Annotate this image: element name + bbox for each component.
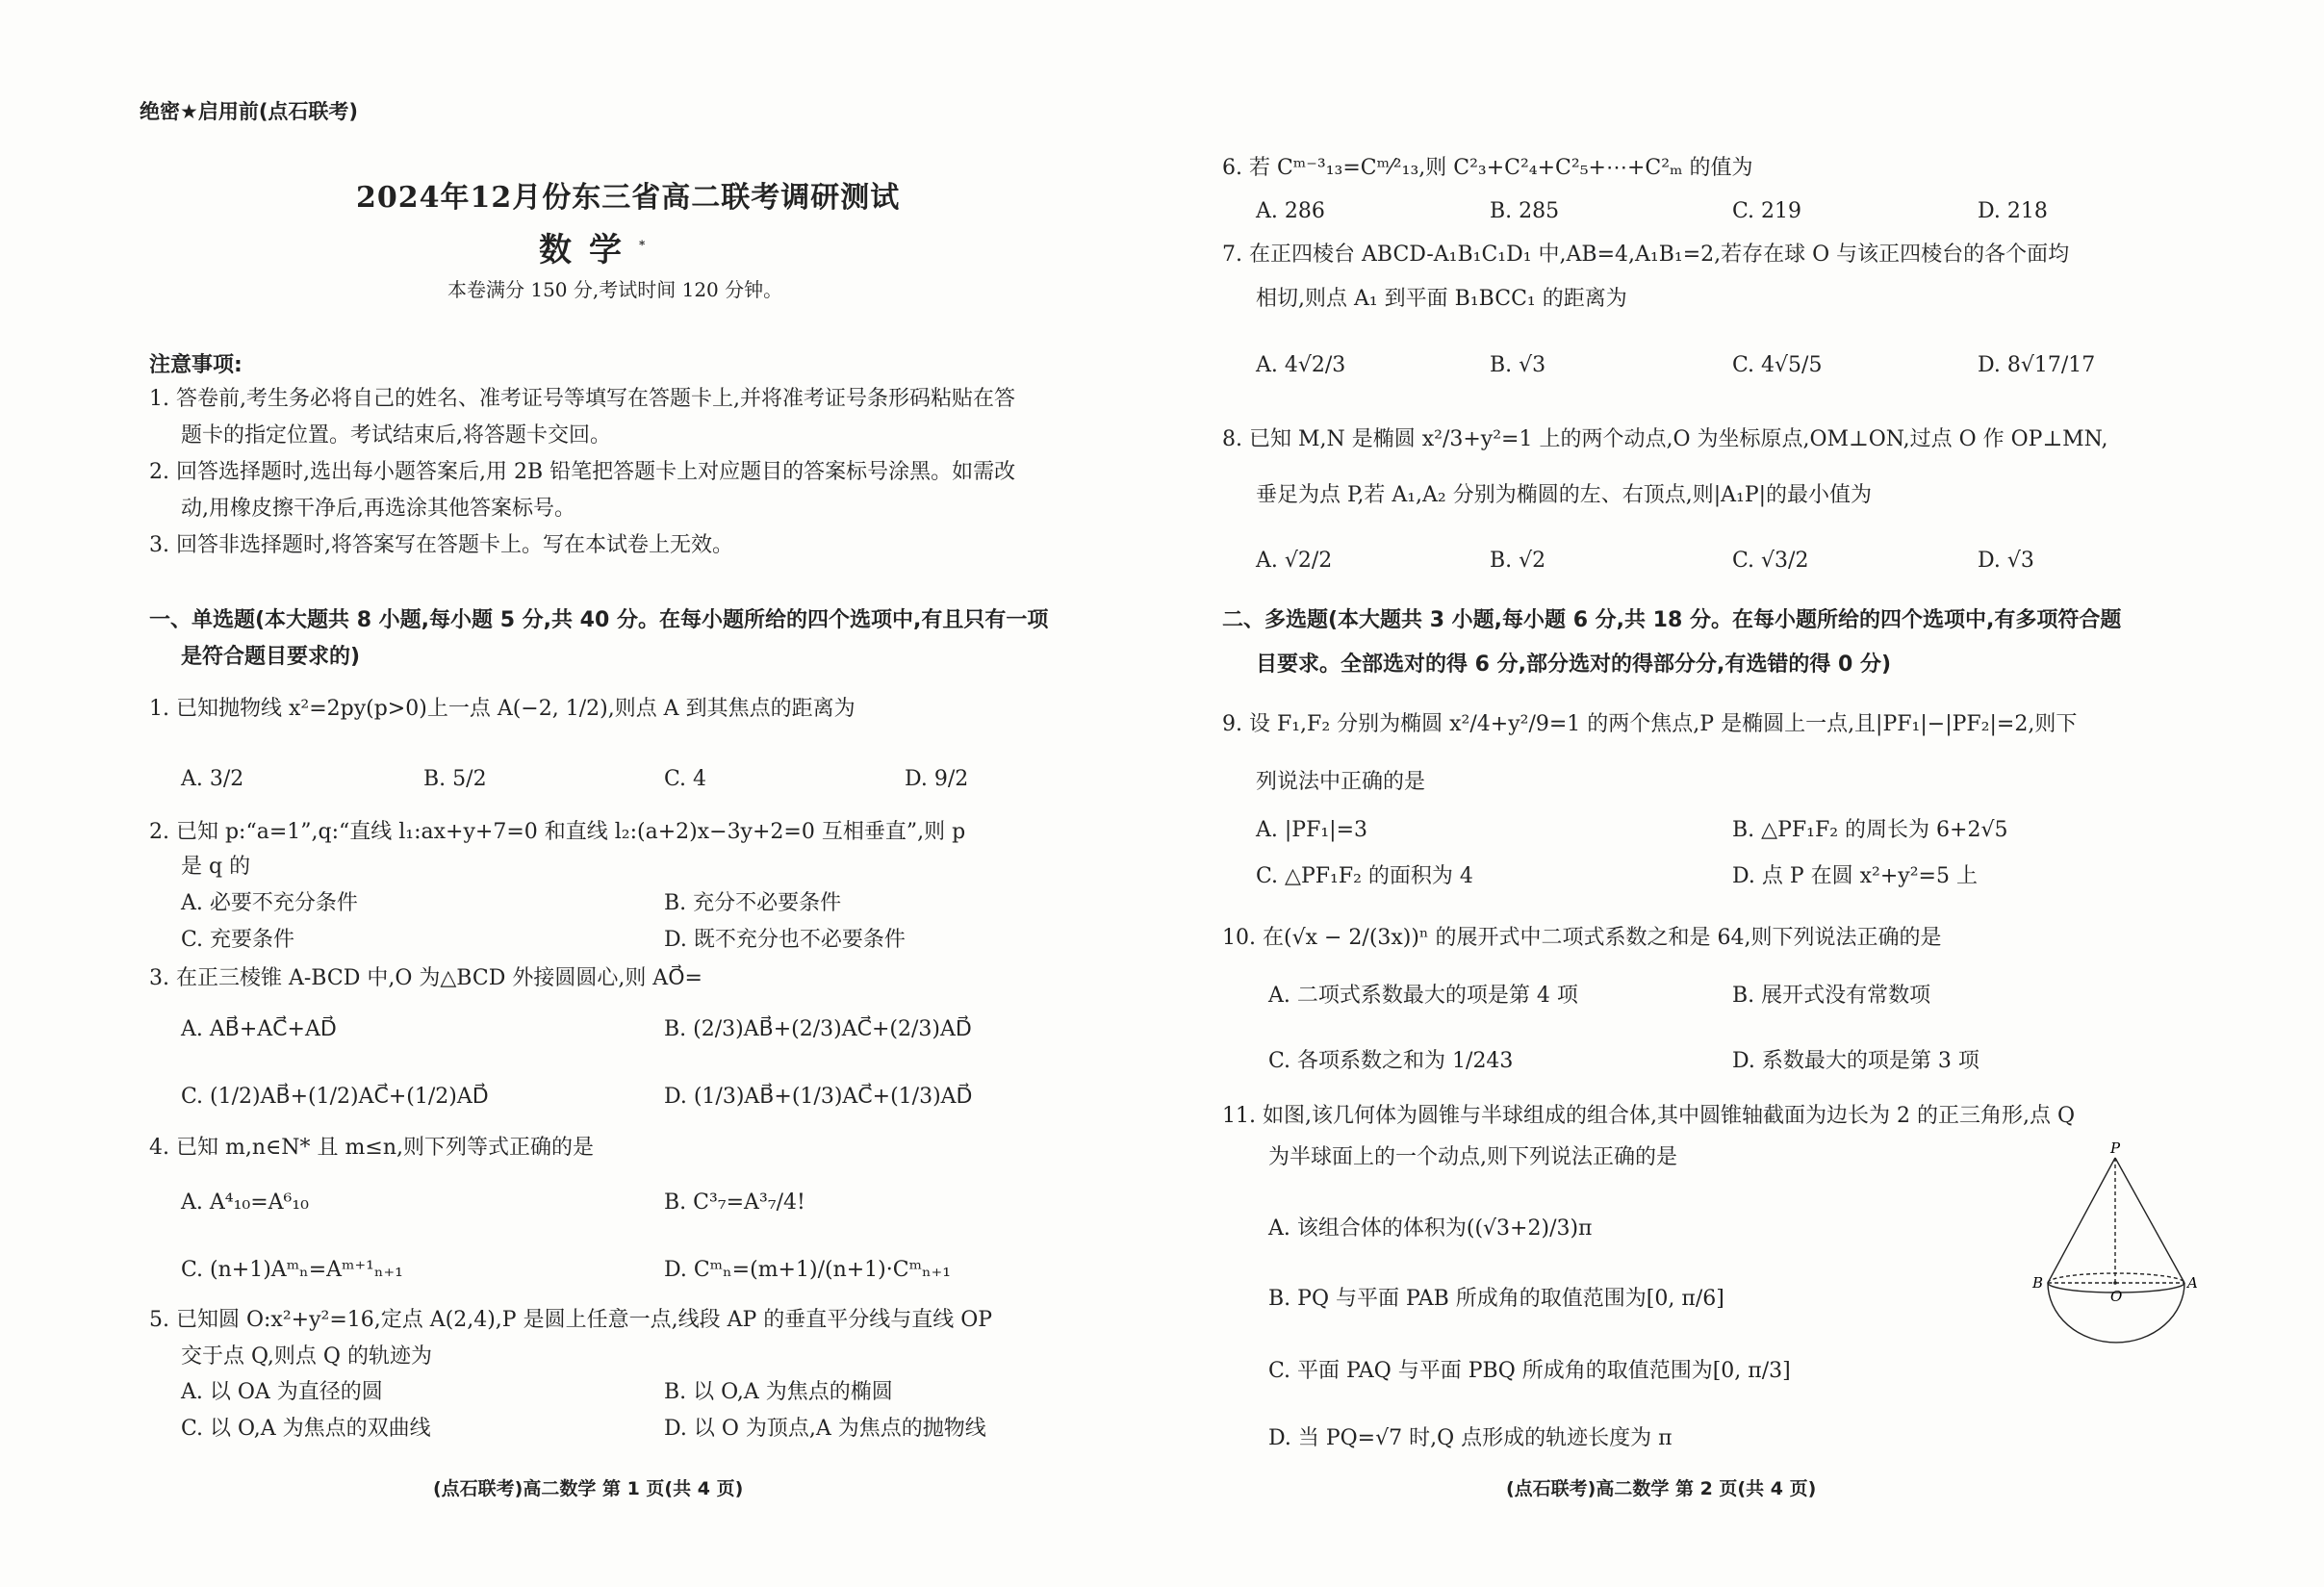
q2-stem-line-2: 是 q 的 — [181, 855, 251, 879]
q8-option-c: C. √3/2 — [1732, 549, 1809, 573]
secret-label: 绝密★启用前(点石联考) — [140, 100, 359, 123]
label-o: O — [2110, 1288, 2123, 1305]
q3-option-a: A. AB⃗+AC⃗+AD⃗ — [181, 1017, 337, 1041]
notice-item-2-line-2: 动,用橡皮擦干净后,再选涂其他答案标号。 — [181, 497, 575, 521]
q11-option-a: A. 该组合体的体积为((√3+2)/3)π — [1268, 1216, 1593, 1241]
q5-option-b: B. 以 O,A 为焦点的椭圆 — [664, 1380, 893, 1404]
q2-option-c: C. 充要条件 — [181, 928, 295, 952]
q2-option-b: B. 充分不必要条件 — [664, 891, 842, 915]
footer-right: (点石联考)高二数学 第 2 页(共 4 页) — [1506, 1478, 1817, 1499]
notice-item-2-line-1: 2. 回答选择题时,选出每小题答案后,用 2B 铅笔把答题卡上对应题目的答案标号涂黑。如需改 — [149, 460, 1016, 484]
q6-stem: 6. 若 Cᵐ⁻³₁₃=Cᵐ⁄²₁₃,则 C²₃+C²₄+C²₅+⋯+C²ₘ 的值为 — [1222, 156, 1753, 180]
q10-stem: 10. 在(√x − 2/(3x))ⁿ 的展开式中二项式系数之和是 64,则下列说法正确的是 — [1222, 926, 1942, 950]
notice-item-3-line-1: 3. 回答非选择题时,将答案写在答题卡上。写在本试卷上无效。 — [149, 533, 733, 557]
subject-title — [539, 223, 645, 270]
q6-option-b: B. 285 — [1490, 199, 1560, 223]
q5-option-a: A. 以 OA 为直径的圆 — [181, 1380, 383, 1404]
notice-item-1-line-1: 1. 答卷前,考生务必将自己的姓名、准考证号等填写在答题卡上,并将准考证号条形码粘贴在答 — [149, 387, 1015, 411]
cone-edge-right — [2115, 1158, 2184, 1283]
q4-option-b: B. C³₇=A³₇/4! — [664, 1190, 805, 1215]
q6-option-a: A. 286 — [1256, 199, 1325, 223]
q10-option-b: B. 展开式没有常数项 — [1732, 984, 1931, 1008]
q5-stem-line-2: 交于点 Q,则点 Q 的轨迹为 — [181, 1344, 432, 1369]
q8-option-a: A. √2/2 — [1256, 549, 1333, 573]
q2-option-d: D. 既不充分也不必要条件 — [664, 928, 906, 952]
q7-stem-line-1: 7. 在正四棱台 ABCD-A₁B₁C₁D₁ 中,AB=4,A₁B₁=2,若存在球 O 与该正四棱台的各个面均 — [1222, 243, 2070, 267]
q5-stem-line-1: 5. 已知圆 O:x²+y²=16,定点 A(2,4),P 是圆上任意一点,线段 AP 的垂直平分线与直线 OP — [149, 1308, 993, 1332]
score-line: 本卷满分 150 分,考试时间 120 分钟。 — [447, 278, 783, 301]
q7-option-c: C. 4√5/5 — [1732, 353, 1823, 377]
exam-title: 2024年12月份东三省高二联考调研测试 — [356, 181, 901, 215]
q7-option-b: B. √3 — [1490, 353, 1546, 377]
label-p: P — [2110, 1140, 2121, 1157]
q3-option-d: D. (1/3)AB⃗+(1/3)AC⃗+(1/3)AD⃗ — [664, 1085, 973, 1109]
q11-option-c: C. 平面 PAQ 与平面 PBQ 所成角的取值范围为[0, π/3] — [1268, 1359, 1791, 1383]
q11-option-d: D. 当 PQ=√7 时,Q 点形成的轨迹长度为 π — [1268, 1426, 1673, 1450]
q8-stem-line-1: 8. 已知 M,N 是椭圆 x²/3+y²=1 上的两个动点,O 为坐标原点,OM⊥ON,过点 O 作 OP⊥MN, — [1222, 427, 2108, 451]
q9-stem-line-2: 列说法中正确的是 — [1256, 770, 1426, 794]
q11-stem-line-2: 为半球面上的一个动点,则下列说法正确的是 — [1268, 1145, 1677, 1169]
label-b: B — [2032, 1274, 2044, 1292]
q8-option-d: D. √3 — [1978, 549, 2034, 573]
q1-stem: 1. 已知抛物线 x²=2py(p>0)上一点 A(−2, 1/2),则点 A 到其焦点的距离为 — [149, 697, 856, 721]
center-point — [2113, 1281, 2117, 1285]
q9-option-a: A. |PF₁|=3 — [1256, 818, 1368, 842]
q3-option-b: B. (2/3)AB⃗+(2/3)AC⃗+(2/3)AD⃗ — [664, 1017, 972, 1041]
q8-option-b: B. √2 — [1490, 549, 1546, 573]
q1-option-a: A. 3/2 — [181, 767, 244, 791]
q4-option-d: D. Cᵐₙ=(m+1)/(n+1)·Cᵐₙ₊₁ — [664, 1258, 952, 1282]
q10-option-c: C. 各项系数之和为 1/243 — [1268, 1049, 1514, 1073]
cone-edge-left — [2048, 1158, 2115, 1283]
q4-stem: 4. 已知 m,n∈N* 且 m≤n,则下列等式正确的是 — [149, 1136, 594, 1160]
q8-stem-line-2: 垂足为点 P,若 A₁,A₂ 分别为椭圆的左、右顶点,则|A₁P|的最小值为 — [1256, 483, 1873, 507]
q11-stem-line-1: 11. 如图,该几何体为圆锥与半球组成的组合体,其中圆锥轴截面为边长为 2 的正三角形,点 Q — [1222, 1104, 2075, 1128]
q6-option-d: D. 218 — [1978, 199, 2048, 223]
q9-option-d: D. 点 P 在圆 x²+y²=5 上 — [1732, 864, 1978, 888]
q1-option-c: C. 4 — [664, 767, 707, 791]
q9-option-b: B. △PF₁F₂ 的周长为 6+2√5 — [1732, 818, 2008, 842]
section2-heading-line-1: 二、多选题(本大题共 3 小题,每小题 6 分,共 18 分。在每小题所给的四个选项中,有多项符合题 — [1222, 608, 2122, 632]
q5-option-d: D. 以 O 为顶点,A 为焦点的抛物线 — [664, 1417, 986, 1441]
section1-heading-line-1: 一、单选题(本大题共 8 小题,每小题 5 分,共 40 分。在每小题所给的四个选项中,有且只有一项 — [149, 608, 1049, 632]
q10-option-d: D. 系数最大的项是第 3 项 — [1732, 1049, 1979, 1073]
notice-heading: 注意事项: — [149, 353, 243, 377]
section1-heading-line-2: 是符合题目要求的) — [181, 645, 361, 669]
q7-stem-line-2: 相切,则点 A₁ 到平面 B₁BCC₁ 的距离为 — [1256, 287, 1627, 311]
base-ellipse-back — [2048, 1273, 2184, 1283]
section2-heading-line-2: 目要求。全部选对的得 6 分,部分选对的得部分分,有选错的得 0 分) — [1256, 653, 1892, 677]
q10-option-a: A. 二项式系数最大的项是第 4 项 — [1268, 984, 1578, 1008]
q7-option-d: D. 8√17/17 — [1978, 353, 2096, 377]
q9-stem-line-1: 9. 设 F₁,F₂ 分别为椭圆 x²/4+y²/9=1 的两个焦点,P 是椭圆上一点,且|PF₁|−|PF₂|=2,则下 — [1222, 712, 2078, 736]
q4-option-a: A. A⁴₁₀=A⁶₁₀ — [181, 1190, 309, 1215]
q5-option-c: C. 以 O,A 为焦点的双曲线 — [181, 1417, 431, 1441]
cone-hemisphere-figure — [2030, 1140, 2204, 1347]
footer-left: (点石联考)高二数学 第 1 页(共 4 页) — [433, 1478, 744, 1499]
q9-option-c: C. △PF₁F₂ 的面积为 4 — [1256, 864, 1473, 888]
q2-stem-line-1: 2. 已知 p:“a=1”,q:“直线 l₁:ax+y+7=0 和直线 l₂:(a+2)x−3y+2=0 互相垂直”,则 p — [149, 820, 966, 844]
q4-option-c: C. (n+1)Aᵐₙ=Aᵐ⁺¹ₙ₊₁ — [181, 1258, 403, 1282]
subject-mark: * — [639, 238, 646, 252]
q1-option-b: B. 5/2 — [423, 767, 487, 791]
q2-option-a: A. 必要不充分条件 — [181, 891, 358, 915]
q11-option-b: B. PQ 与平面 PAB 所成角的取值范围为[0, π/6] — [1268, 1287, 1724, 1311]
subject-text: 数学 — [539, 231, 639, 269]
q3-option-c: C. (1/2)AB⃗+(1/2)AC⃗+(1/2)AD⃗ — [181, 1085, 489, 1109]
q1-option-d: D. 9/2 — [905, 767, 969, 791]
q6-option-c: C. 219 — [1732, 199, 1802, 223]
notice-item-1-line-2: 题卡的指定位置。考试结束后,将答题卡交回。 — [181, 423, 611, 448]
label-a: A — [2187, 1274, 2198, 1292]
q7-option-a: A. 4√2/3 — [1256, 353, 1346, 377]
q3-stem: 3. 在正三棱锥 A-BCD 中,O 为△BCD 外接圆圆心,则 AO⃗= — [149, 966, 702, 990]
